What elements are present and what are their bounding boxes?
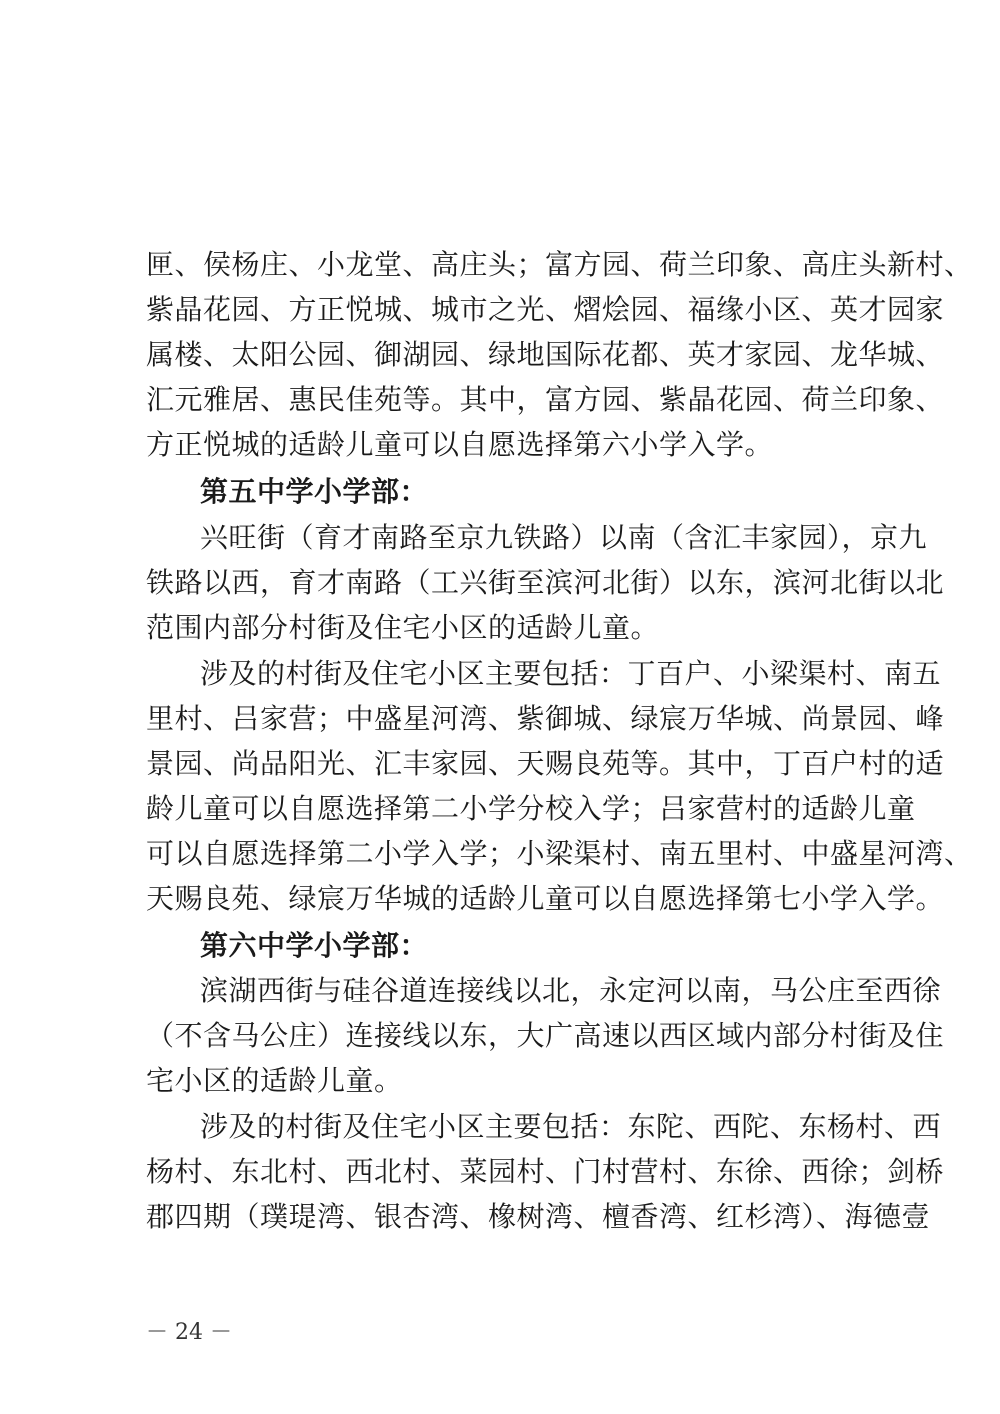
body-text-line: 天赐良苑、绿宸万华城的适龄儿童可以自愿选择第七小学入学。 — [146, 882, 945, 915]
section-heading-school-5: 第五中学小学部： — [200, 475, 429, 508]
body-text-line: 涉及的村街及住宅小区主要包括：东陀、西陀、东杨村、西 — [200, 1110, 942, 1143]
body-text-line: 景园、尚品阳光、汇丰家园、天赐良苑等。其中，丁百户村的适 — [146, 747, 945, 780]
body-text-line: （不含马公庄）连接线以东，大广高速以西区域内部分村街及住 — [146, 1019, 945, 1052]
body-text-line: 铁路以西，育才南路（工兴街至滨河北街）以东，滨河北街以北 — [146, 566, 945, 599]
body-text-line: 属楼、太阳公园、御湖园、绿地国际花都、英才家园、龙华城、 — [146, 338, 945, 371]
body-text-line: 郡四期（璞瑅湾、银杏湾、橡树湾、檀香湾、红杉湾）、海德壹 — [146, 1200, 931, 1233]
section-heading-school-6: 第六中学小学部： — [200, 929, 429, 962]
body-text-line: 涉及的村街及住宅小区主要包括：丁百户、小梁渠村、南五 — [200, 657, 942, 690]
body-text-line: 杨村、东北村、西北村、菜园村、门村营村、东徐、西徐；剑桥 — [146, 1155, 945, 1188]
body-text-line: 滨湖西街与硅谷道连接线以北，永定河以南，马公庄至西徐 — [200, 974, 942, 1007]
body-text-line: 汇元雅居、惠民佳苑等。其中，富方园、紫晶花园、荷兰印象、 — [146, 383, 945, 416]
body-text-line: 兴旺街（育才南路至京九铁路）以南（含汇丰家园），京九 — [200, 521, 928, 554]
body-text-line: 可以自愿选择第二小学入学；小梁渠村、南五里村、中盛星河湾、 — [146, 837, 973, 870]
body-text-line: 龄儿童可以自愿选择第二小学分校入学；吕家营村的适龄儿童 — [146, 792, 916, 825]
page-number: － 24 － — [146, 1320, 232, 1345]
body-text-line: 紫晶花园、方正悦城、城市之光、熠烩园、福缘小区、英才园家 — [146, 293, 945, 326]
body-text-line: 里村、吕家营；中盛星河湾、紫御城、绿宸万华城、尚景园、峰 — [146, 702, 945, 735]
body-text-line: 宅小区的适龄儿童。 — [146, 1064, 403, 1097]
body-text-line: 方正悦城的适龄儿童可以自愿选择第六小学入学。 — [146, 428, 774, 461]
body-text-line: 匣、侯杨庄、小龙堂、高庄头；富方园、荷兰印象、高庄头新村、 — [146, 248, 973, 281]
body-text-line: 范围内部分村街及住宅小区的适龄儿童。 — [146, 611, 660, 644]
